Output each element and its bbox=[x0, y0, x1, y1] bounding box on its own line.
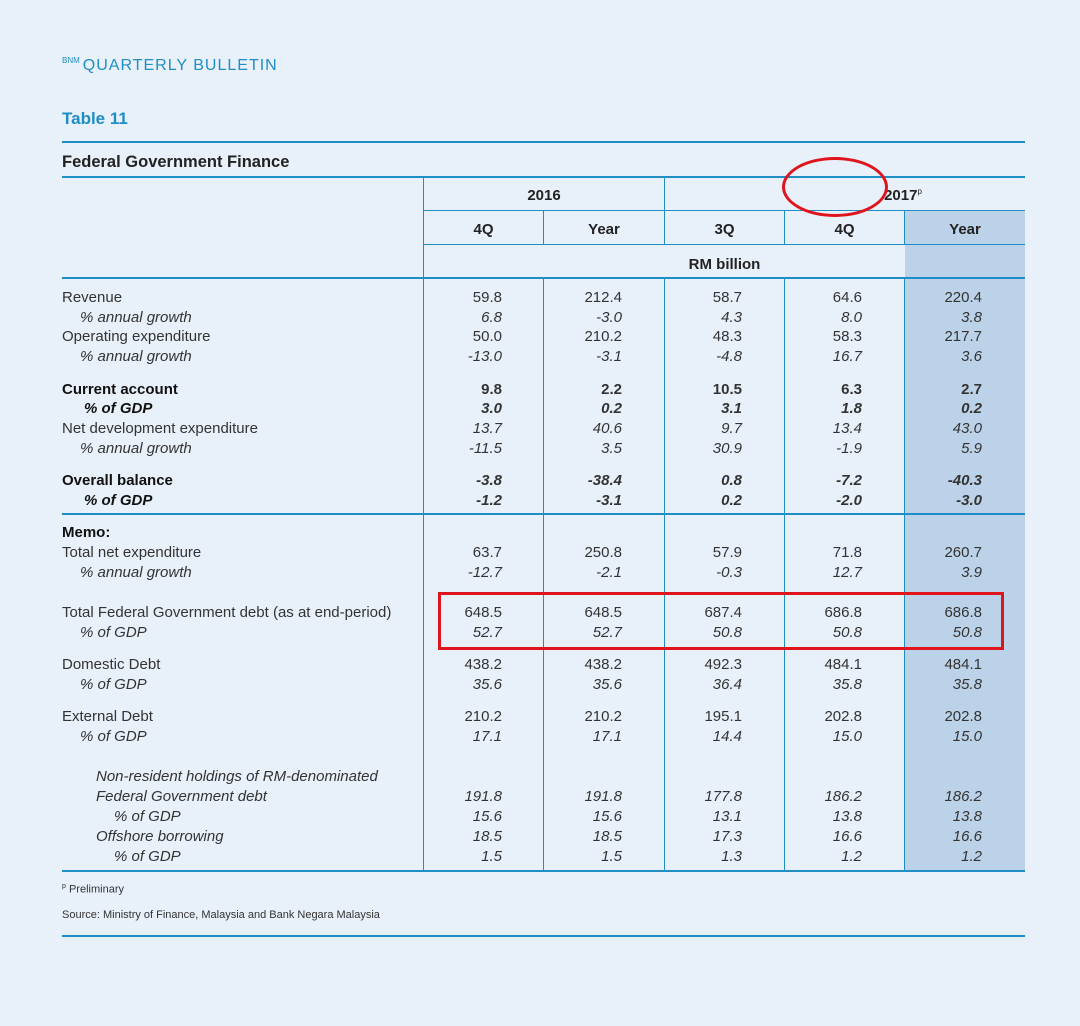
unit-header: RM billion bbox=[688, 256, 761, 273]
table-cell: -3.0 bbox=[956, 492, 982, 509]
table-cell: -12.7 bbox=[467, 564, 502, 581]
table-title: Federal Government Finance bbox=[62, 153, 290, 171]
table-cell: 484.1 bbox=[824, 656, 862, 673]
table-cell: 6.3 bbox=[841, 381, 862, 398]
table-cell: -13.0 bbox=[467, 348, 502, 365]
table-cell: 210.2 bbox=[584, 328, 622, 345]
table-cell: 2.2 bbox=[601, 381, 622, 398]
year-2017-label: 2017 bbox=[884, 187, 918, 204]
table-number: Table 11 bbox=[62, 109, 128, 128]
table-cell: 17.1 bbox=[592, 728, 622, 745]
bulletin-prefix: BNM bbox=[62, 56, 80, 65]
table-cell: 0.2 bbox=[721, 492, 742, 509]
table-cell: 3.1 bbox=[721, 400, 742, 417]
table-cell: 8.0 bbox=[841, 309, 862, 326]
table-cell: 12.7 bbox=[832, 564, 862, 581]
table-cell: -2.0 bbox=[836, 492, 862, 509]
table-cell: -1.9 bbox=[836, 440, 862, 457]
table-cell: 1.5 bbox=[601, 848, 622, 865]
table-cell: 484.1 bbox=[944, 656, 982, 673]
table-cell: 35.8 bbox=[832, 676, 862, 693]
row-label: % of GDP bbox=[114, 848, 181, 865]
table-cell: 9.7 bbox=[721, 420, 742, 437]
table-cell: 36.4 bbox=[712, 676, 742, 693]
table-cell: -0.3 bbox=[716, 564, 742, 581]
memo-label: Memo: bbox=[62, 524, 111, 541]
table-cell: 16.7 bbox=[832, 348, 862, 365]
table-cell: 195.1 bbox=[704, 708, 742, 725]
table-cell: 438.2 bbox=[584, 656, 622, 673]
col-header-2017-year: Year bbox=[949, 221, 981, 238]
col-header-2017-4q: 4Q bbox=[834, 221, 855, 238]
table-cell: 15.6 bbox=[592, 808, 622, 825]
table-cell: 438.2 bbox=[464, 656, 502, 673]
top-rule bbox=[62, 141, 1025, 143]
row-label: Non-resident holdings of RM-denominated bbox=[96, 768, 378, 785]
table-cell: 15.0 bbox=[832, 728, 862, 745]
table-cell: 18.5 bbox=[592, 828, 622, 845]
row-label: % of GDP bbox=[114, 808, 181, 825]
table-cell: -3.1 bbox=[596, 492, 622, 509]
annotation-circle bbox=[782, 157, 888, 217]
row-label: % of GDP bbox=[80, 676, 147, 693]
table-cell: 15.6 bbox=[472, 808, 502, 825]
table-cell: -3.8 bbox=[476, 472, 502, 489]
table-cell: 686.8 bbox=[944, 604, 982, 621]
row-label: % of GDP bbox=[80, 728, 147, 745]
source-note: Source: Ministry of Finance, Malaysia and Bank Negara Malaysia bbox=[62, 909, 380, 921]
table-cell: 686.8 bbox=[824, 604, 862, 621]
table-cell: 202.8 bbox=[824, 708, 862, 725]
row-label: Offshore borrowing bbox=[96, 828, 224, 845]
col-line-1 bbox=[423, 177, 424, 871]
row-label: Operating expenditure bbox=[62, 328, 211, 345]
footnote bbox=[62, 883, 124, 896]
table-cell: 191.8 bbox=[464, 788, 502, 805]
row-label: Total net expenditure bbox=[62, 544, 202, 561]
table-cell: 48.3 bbox=[712, 328, 742, 345]
table-cell: 30.9 bbox=[712, 440, 742, 457]
row-label: % annual growth bbox=[80, 309, 192, 326]
table-cell: 3.8 bbox=[961, 309, 982, 326]
table-cell: 16.6 bbox=[952, 828, 982, 845]
col-header-2016-year: Year bbox=[588, 221, 620, 238]
row-label: % of GDP bbox=[84, 400, 153, 417]
table-cell: 13.1 bbox=[712, 808, 742, 825]
table-cell: 2.7 bbox=[961, 381, 982, 398]
table-cell: 9.8 bbox=[481, 381, 502, 398]
table-cell: 0.2 bbox=[961, 400, 982, 417]
table-cell: 50.8 bbox=[952, 624, 982, 641]
footnote-mark: p bbox=[62, 883, 66, 890]
table-cell: 220.4 bbox=[944, 289, 982, 306]
table-cell: 1.8 bbox=[841, 400, 862, 417]
table-cell: 0.8 bbox=[721, 472, 742, 489]
table-cell: -4.8 bbox=[716, 348, 742, 365]
table-cell: 64.6 bbox=[832, 289, 862, 306]
table-cell: 210.2 bbox=[584, 708, 622, 725]
table-cell: 16.6 bbox=[832, 828, 862, 845]
table-cell: 250.8 bbox=[584, 544, 622, 561]
footnote-text: Preliminary bbox=[68, 883, 124, 896]
annotation-box bbox=[438, 592, 1004, 650]
table-cell: 648.5 bbox=[584, 604, 622, 621]
col-header-2017-3q: 3Q bbox=[714, 221, 735, 238]
table-cell: 17.3 bbox=[712, 828, 742, 845]
table-cell: -1.2 bbox=[476, 492, 502, 509]
table-cell: 1.2 bbox=[961, 848, 982, 865]
row-label: External Debt bbox=[62, 708, 153, 725]
table-cell: 1.3 bbox=[721, 848, 742, 865]
table-cell: 648.5 bbox=[464, 604, 502, 621]
row-label: % annual growth bbox=[80, 348, 192, 365]
table-cell: 52.7 bbox=[472, 624, 502, 641]
table-cell: -7.2 bbox=[836, 472, 862, 489]
table-cell: 177.8 bbox=[704, 788, 742, 805]
table-cell: 13.4 bbox=[832, 420, 862, 437]
table-cell: 63.7 bbox=[472, 544, 502, 561]
table-cell: 35.6 bbox=[472, 676, 502, 693]
table-cell: -38.4 bbox=[587, 472, 622, 489]
table-cell: -3.1 bbox=[596, 348, 622, 365]
table-cell: -3.0 bbox=[596, 309, 622, 326]
row-label: Overall balance bbox=[62, 472, 173, 489]
row-label: Current account bbox=[62, 381, 178, 398]
col-header-2016-4q: 4Q bbox=[473, 221, 494, 238]
footer-rule bbox=[62, 935, 1025, 937]
bulletin-header bbox=[62, 56, 278, 75]
table-cell: 260.7 bbox=[944, 544, 982, 561]
table-cell: 35.8 bbox=[952, 676, 982, 693]
table-cell: 52.7 bbox=[592, 624, 622, 641]
table-cell: -40.3 bbox=[947, 472, 982, 489]
row-label: Domestic Debt bbox=[62, 656, 161, 673]
table-cell: 4.3 bbox=[721, 309, 742, 326]
table-cell: 57.9 bbox=[712, 544, 742, 561]
table-cell: 210.2 bbox=[464, 708, 502, 725]
table-cell: 13.8 bbox=[832, 808, 862, 825]
table-cell: 50.0 bbox=[472, 328, 502, 345]
table-cell: 1.2 bbox=[841, 848, 862, 865]
row-label: % of GDP bbox=[84, 492, 153, 509]
table-cell: 186.2 bbox=[944, 788, 982, 805]
table-cell: 71.8 bbox=[832, 544, 862, 561]
table-cell: 17.1 bbox=[472, 728, 502, 745]
table-cell: 15.0 bbox=[952, 728, 982, 745]
table-cell: 13.8 bbox=[952, 808, 982, 825]
table-cell: 40.6 bbox=[592, 420, 622, 437]
preliminary-mark: p bbox=[917, 187, 922, 196]
table-cell: 50.8 bbox=[832, 624, 862, 641]
table-cell: 5.9 bbox=[961, 440, 982, 457]
row-label: Federal Government debt bbox=[96, 788, 267, 805]
table-cell: 212.4 bbox=[584, 289, 622, 306]
table-cell: -2.1 bbox=[596, 564, 622, 581]
period-rule bbox=[423, 244, 1025, 245]
year-2016-header: 2016 bbox=[527, 187, 561, 204]
row-label: % annual growth bbox=[80, 564, 192, 581]
table-cell: 10.5 bbox=[712, 381, 742, 398]
table-cell: 43.0 bbox=[952, 420, 982, 437]
bulletin-title: QUARTERLY BULLETIN bbox=[82, 57, 278, 74]
table-cell: 1.5 bbox=[481, 848, 502, 865]
row-label: Revenue bbox=[62, 289, 123, 306]
table-cell: 687.4 bbox=[704, 604, 742, 621]
table-cell: 59.8 bbox=[472, 289, 502, 306]
row-label: Total Federal Government debt (as at end-period) bbox=[62, 604, 392, 621]
row-label: % annual growth bbox=[80, 440, 192, 457]
table-cell: 0.2 bbox=[601, 400, 622, 417]
table-cell: 13.7 bbox=[472, 420, 502, 437]
table-cell: 14.4 bbox=[712, 728, 742, 745]
row-label: Net development expenditure bbox=[62, 420, 258, 437]
table-cell: 58.7 bbox=[712, 289, 742, 306]
table-cell: 3.0 bbox=[481, 400, 502, 417]
table-cell: 18.5 bbox=[472, 828, 502, 845]
table-cell: 50.8 bbox=[712, 624, 742, 641]
table-cell: 186.2 bbox=[824, 788, 862, 805]
table-cell: 492.3 bbox=[704, 656, 742, 673]
year-rule bbox=[423, 210, 1025, 211]
table-cell: 202.8 bbox=[944, 708, 982, 725]
table-cell: -11.5 bbox=[468, 440, 502, 457]
table-cell: 3.5 bbox=[601, 440, 622, 457]
table-cell: 191.8 bbox=[584, 788, 622, 805]
table-cell: 35.6 bbox=[592, 676, 622, 693]
table-cell: 6.8 bbox=[481, 309, 502, 326]
table-cell: 3.9 bbox=[961, 564, 982, 581]
table-cell: 58.3 bbox=[832, 328, 862, 345]
table-cell: 217.7 bbox=[944, 328, 982, 345]
row-label: % of GDP bbox=[80, 624, 147, 641]
table-cell: 3.6 bbox=[961, 348, 982, 365]
